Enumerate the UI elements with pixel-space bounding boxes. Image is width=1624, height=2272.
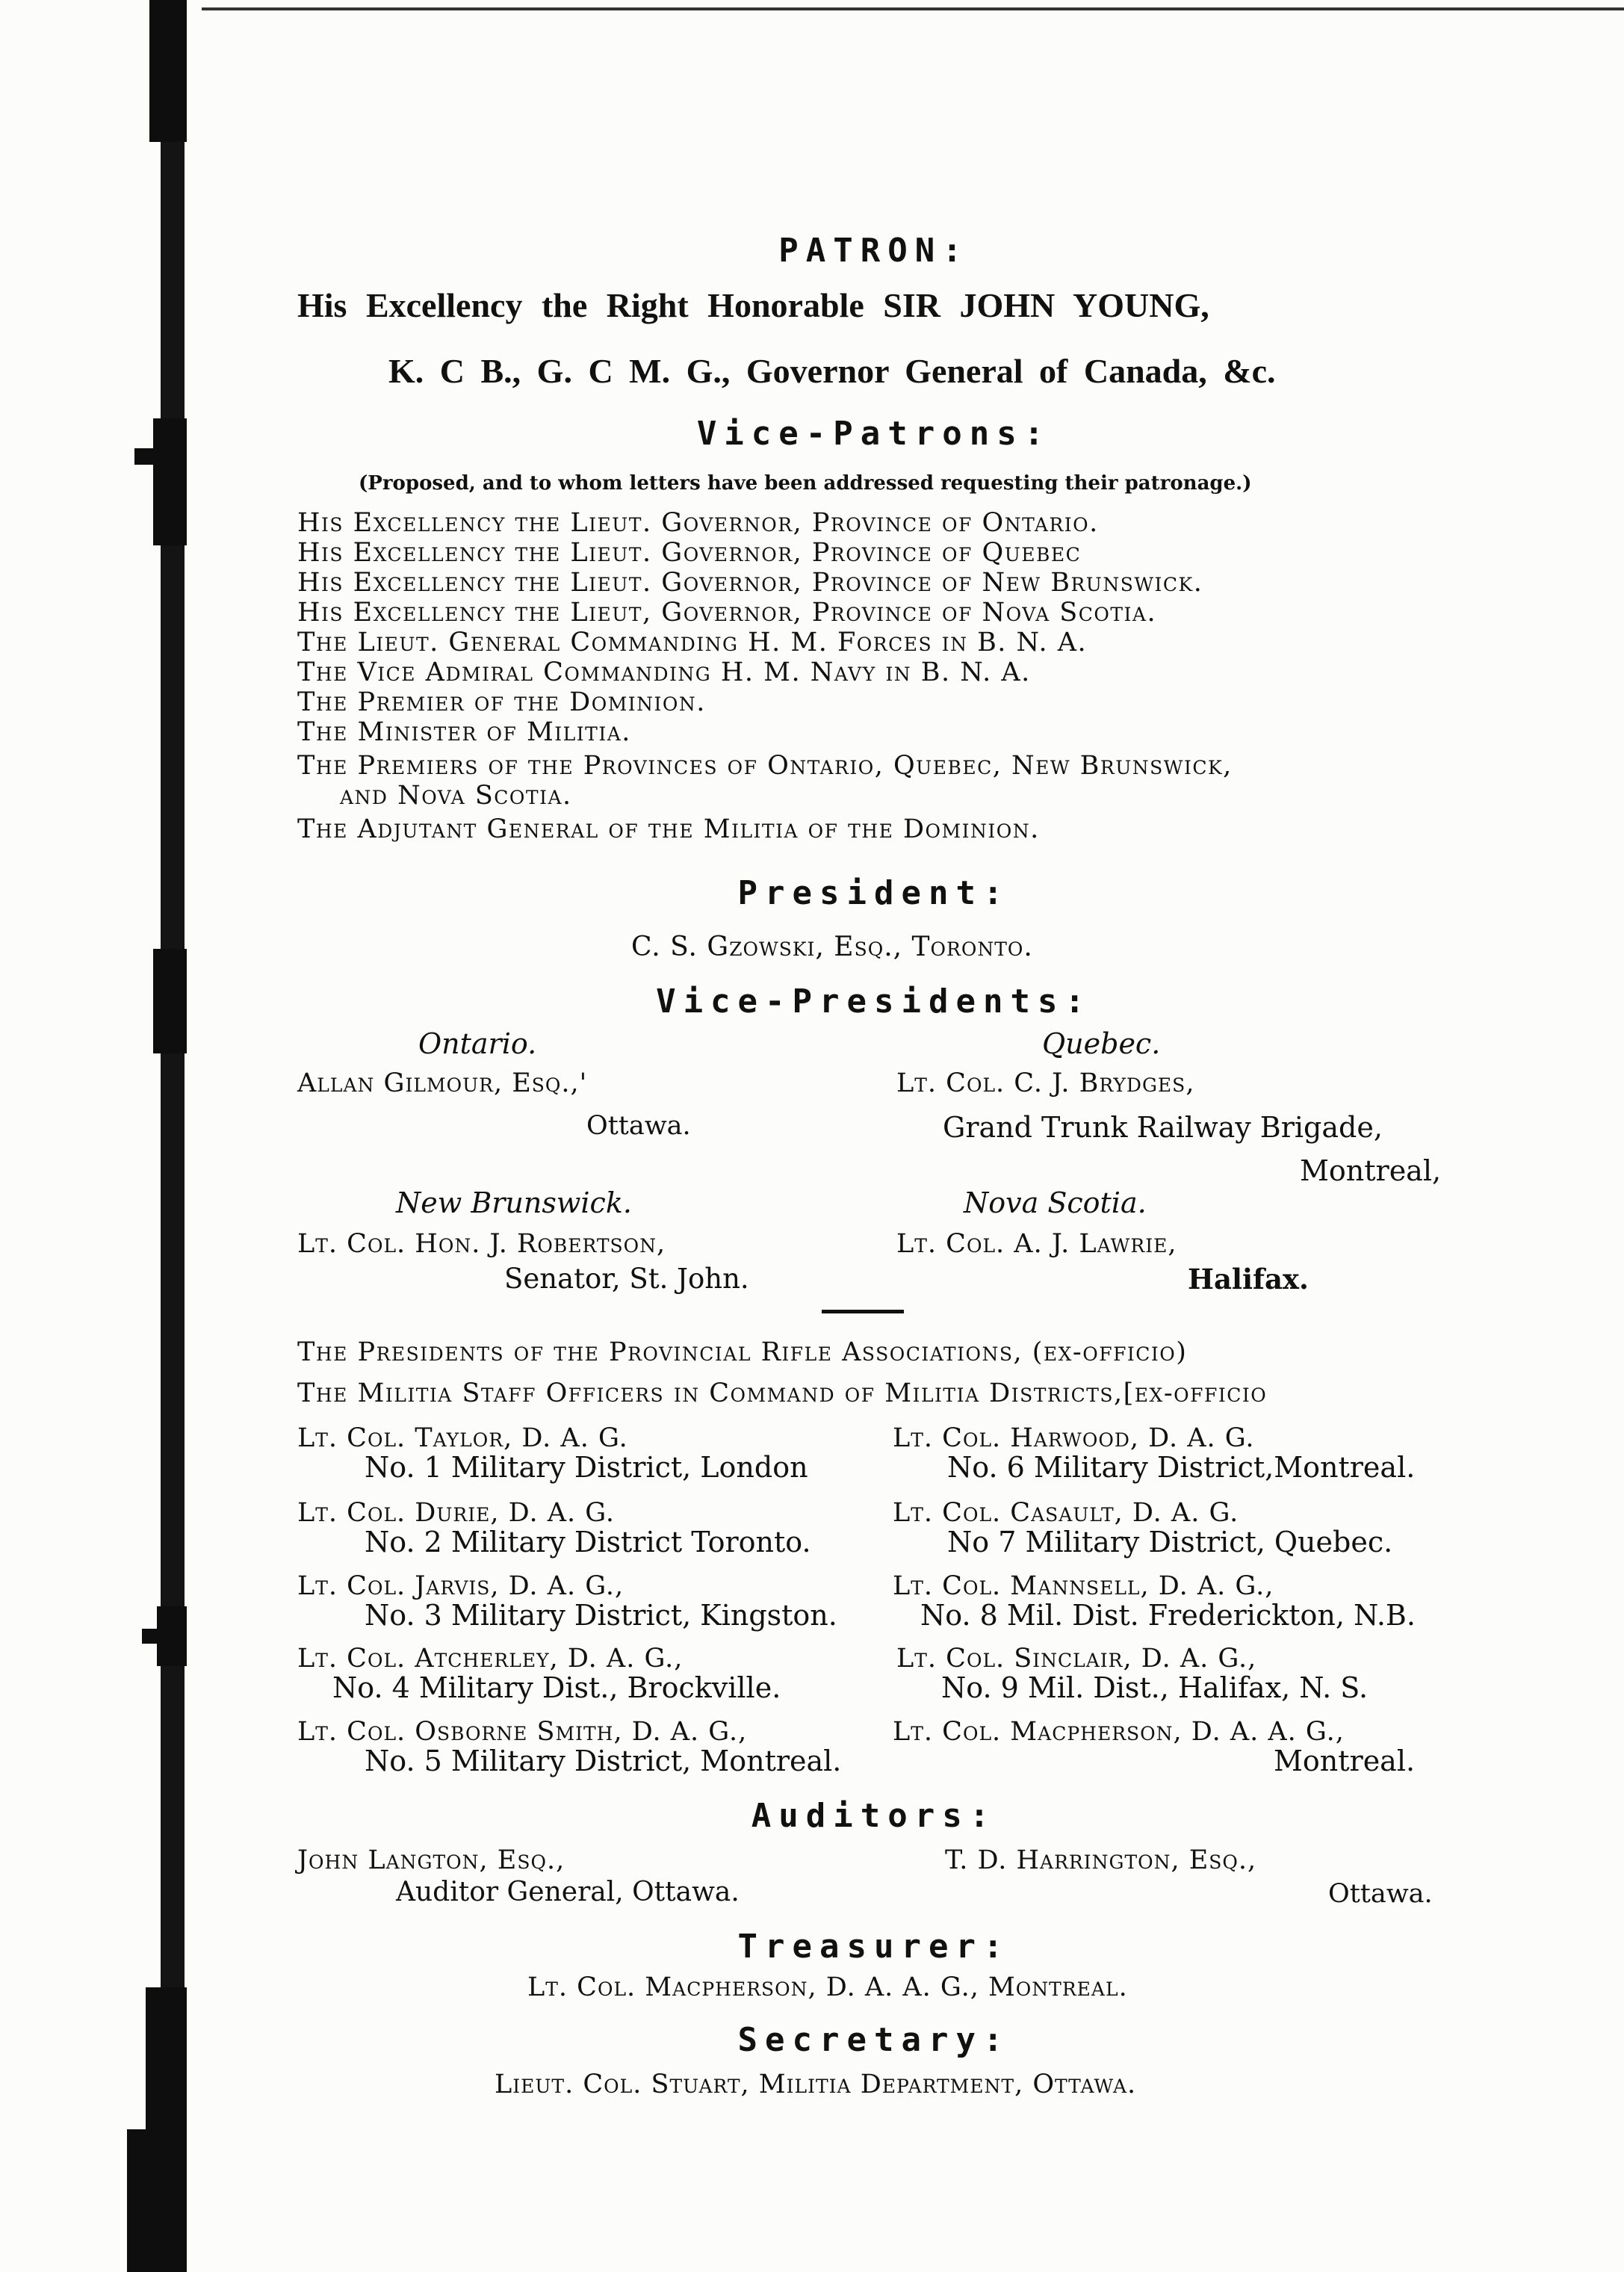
staff-officer-district: No. 2 Military District Toronto. — [365, 1526, 811, 1558]
vp-quebec-place: Montreal, — [1300, 1154, 1442, 1187]
vp-new-brunswick-label: New Brunswick. — [396, 1186, 632, 1219]
staff-officer-name: Lt. Col. Atcherley, D. A. G., — [297, 1644, 684, 1674]
staff-officer-name: Lt. Col. Casault, D. A. G. — [893, 1498, 1239, 1528]
treasurer-name: Lt. Col. Macpherson, D. A. A. G., Montreal. — [527, 1972, 1128, 2002]
staff-officer-district: Montreal. — [1274, 1745, 1416, 1777]
patron-heading: PATRON: — [778, 232, 970, 270]
vice-patron-item: The Adjutant General of the Militia of the Dominion. — [297, 814, 1040, 844]
vice-patron-item: His Excellency the Lieut. Governor, Province of Ontario. — [297, 508, 1099, 538]
ex-officio-line-2: The Militia Staff Officers in Command of Militia Districts,[ex-officio — [297, 1378, 1268, 1408]
vice-patron-item: The Minister of Militia. — [297, 717, 631, 747]
staff-officer-district: No 7 Military District, Quebec. — [947, 1526, 1393, 1558]
vp-quebec-name: Lt. Col. C. J. Brydges, — [896, 1068, 1195, 1098]
staff-officer-district: No. 1 Military District, London — [365, 1451, 808, 1484]
vp-quebec-label: Quebec. — [1042, 1027, 1161, 1060]
vice-patron-item: and Nova Scotia. — [340, 781, 572, 811]
vice-patron-item: His Excellency the Lieut, Governor, Province of Nova Scotia. — [297, 598, 1157, 628]
vp-nova-scotia-place: Halifax. — [1188, 1263, 1309, 1296]
vp-new-brunswick-name: Lt. Col. Hon. J. Robertson, — [297, 1229, 666, 1259]
secretary-name: Lieut. Col. Stuart, Militia Department, Ottawa. — [495, 2070, 1137, 2099]
staff-officer-district: No. 3 Military District, Kingston. — [365, 1599, 837, 1632]
president-name: C. S. Gzowski, Esq., Toronto. — [631, 932, 1033, 962]
patron-line-1: His Excellency the Right Honorable SIR JOHN YOUNG, — [297, 286, 1209, 324]
staff-officer-district: No. 8 Mil. Dist. Frederickton, N.B. — [920, 1599, 1416, 1632]
vp-nova-scotia-name: Lt. Col. A. J. Lawrie, — [896, 1229, 1177, 1259]
section-divider — [822, 1310, 904, 1313]
top-edge-line — [202, 7, 1624, 10]
auditor-left-title: Auditor General, Ottawa. — [396, 1877, 740, 1907]
vice-patron-item: The Premier of the Dominion. — [297, 687, 706, 717]
vice-patron-item: The Premiers of the Provinces of Ontario, Quebec, New Brunswick, — [297, 751, 1233, 781]
vp-new-brunswick-place: Senator, St. John. — [504, 1263, 749, 1295]
staff-officer-name: Lt. Col. Osborne Smith, D. A. G., — [297, 1717, 748, 1747]
staff-officer-name: Lt. Col. Harwood, D. A. G. — [893, 1423, 1255, 1453]
staff-officer-name: Lt. Col. Taylor, D. A. G. — [297, 1423, 628, 1453]
vp-ontario-place: Ottawa. — [586, 1111, 691, 1141]
vice-presidents-heading: Vice-Presidents: — [656, 982, 1092, 1021]
vice-patron-item: His Excellency the Lieut. Governor, Province of Quebec — [297, 538, 1082, 568]
vice-patron-item: The Vice Admiral Commanding H. M. Navy in B. N. A. — [297, 657, 1031, 687]
vp-nova-scotia-label: Nova Scotia. — [964, 1186, 1147, 1219]
auditor-right-place: Ottawa. — [1328, 1879, 1433, 1909]
staff-officer-name: Lt. Col. Jarvis, D. A. G., — [297, 1571, 625, 1601]
treasurer-heading: Treasurer: — [737, 1928, 1011, 1966]
staff-officer-name: Lt. Col. Macpherson, D. A. A. G., — [893, 1717, 1345, 1747]
vp-quebec-unit: Grand Trunk Railway Brigade, — [943, 1111, 1383, 1144]
page-binding — [0, 0, 187, 2272]
staff-officer-district: No. 4 Military Dist., Brockville. — [332, 1671, 781, 1704]
vp-ontario-label: Ontario. — [418, 1027, 537, 1060]
vp-ontario-name: Allan Gilmour, Esq.,' — [297, 1068, 588, 1098]
staff-officer-district: No. 6 Military District,Montreal. — [947, 1451, 1416, 1484]
ex-officio-line-1: The Presidents of the Provincial Rifle Associations, (ex-officio) — [297, 1337, 1188, 1367]
patron-line-2: K. C B., G. C M. G., Governor General of Canada, &c. — [388, 352, 1276, 390]
vice-patron-item: The Lieut. General Commanding H. M. Forces in B. N. A. — [297, 628, 1088, 657]
auditor-left-name: John Langton, Esq., — [297, 1845, 565, 1875]
vice-patron-item: His Excellency the Lieut. Governor, Province of New Brunswick. — [297, 568, 1203, 598]
vice-patrons-heading: Vice-Patrons: — [696, 415, 1052, 453]
staff-officer-name: Lt. Col. Durie, D. A. G. — [297, 1498, 616, 1528]
staff-officer-district: No. 5 Military District, Montreal. — [365, 1745, 842, 1777]
auditor-right-name: T. D. Harrington, Esq., — [945, 1845, 1257, 1875]
vice-patrons-note: (Proposed, and to whom letters have been addressed requesting their patronage.) — [359, 472, 1252, 495]
staff-officer-name: Lt. Col. Mannsell, D. A. G., — [893, 1571, 1274, 1601]
secretary-heading: Secretary: — [737, 2021, 1011, 2059]
auditors-heading: Auditors: — [751, 1797, 997, 1835]
staff-officer-name: Lt. Col. Sinclair, D. A. G., — [896, 1644, 1257, 1674]
staff-officer-district: No. 9 Mil. Dist., Halifax, N. S. — [941, 1671, 1369, 1704]
president-heading: President: — [737, 874, 1011, 912]
